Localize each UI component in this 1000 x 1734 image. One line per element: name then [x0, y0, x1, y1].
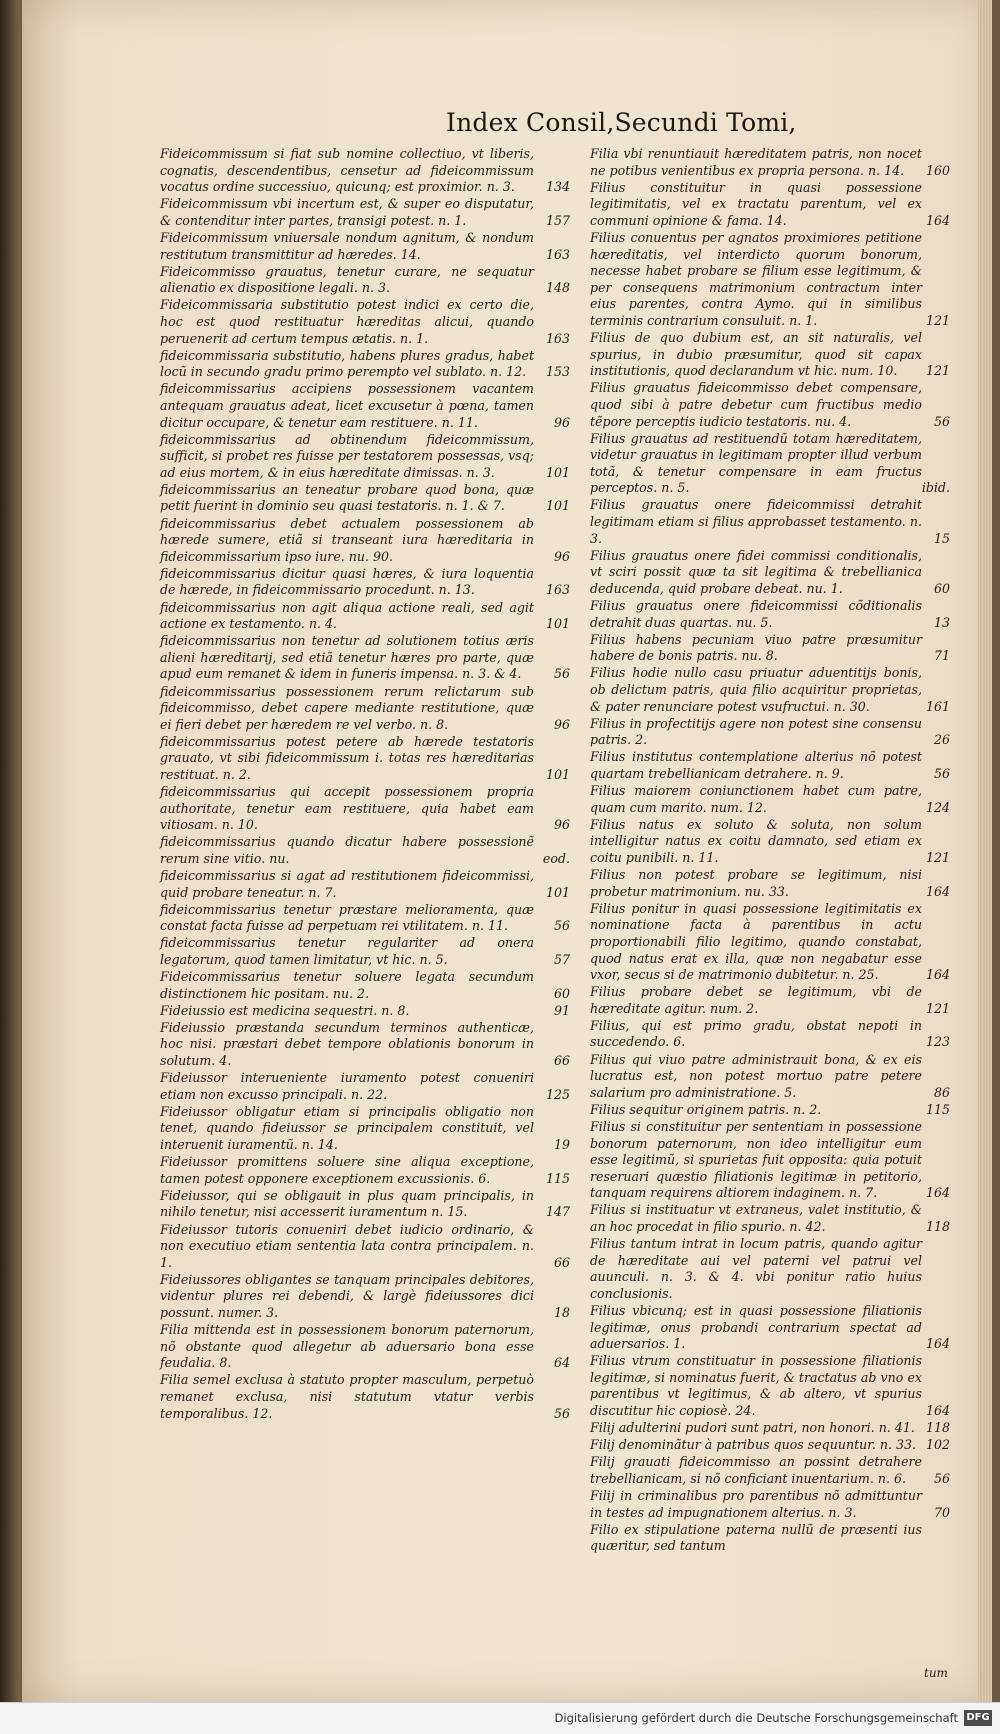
entry-text: Fideiussor obligatur etiam si principalis obligatio non tenet, quando fideiussor se principalem constituit, vel interuenit iuramentũ. n. 14. — [160, 1103, 534, 1153]
entry-page-number: 101 — [545, 498, 570, 514]
entry-text: fideicommissarius non tenetur ad solutionem totius æris alieni hæreditarij, sed etiã tenetur hæres pro parte, quæ apud eum remanet & idem in funeris impensa. n. 3. & 4. — [160, 633, 534, 682]
index-entry — [590, 901, 950, 984]
entry-text: fideicommissarius dicitur quasi hæres, & iura loquentia de hærede, in fideicommissario procedunt. n. 13. — [160, 565, 534, 598]
entry-page-number: 115 — [545, 1170, 570, 1186]
entry-text: Filius si instituatur vt extraneus, valet institutio, & an hoc procedat in filio spurio. n. 42. — [590, 1202, 922, 1234]
entry-text: Filius maiorem coniunctionem habet cum patre, quam cum marito. num. 12. — [590, 783, 922, 815]
entry-page-number: 96 — [553, 716, 570, 732]
entry-text: Filius conuentus per agnatos proximiores petitione hæreditatis, vel interdicto quorum bonorum, necesse habet probare se filium esse legitimum, & per consequens matrimonium contractum inter eius parentes, contra Aymo. qui in similibus terminis contrarium consuluit. n. 1. — [590, 229, 922, 328]
entry-text: Filius hodie nullo casu priuatur aduentitijs bonis, ob delictum patris, quia filio acquiritur proprietas, & pater renunciare potest vsufructui. n. 30. — [590, 665, 922, 714]
entry-page-number: 56 — [553, 918, 570, 934]
entry-text: Filius qui viuo patre administrauit bona, & ex eis lucratus est, non potest mortuo patre petere salarium pro administratione. 5. — [590, 1051, 922, 1100]
index-entry — [160, 297, 570, 347]
entry-text: Filius non potest probare se legitimum, nisi probetur matrimonium. nu. 33. — [590, 867, 922, 899]
index-column-left — [160, 146, 570, 1423]
index-entry — [590, 1202, 950, 1235]
entry-text: Filij grauati fideicommisso an possint detrahere trebellianicam, si nõ conficiant inuentarium. n. 6. — [590, 1454, 922, 1486]
entry-page-number: 163 — [545, 330, 570, 346]
entry-page-number: 163 — [545, 246, 570, 262]
entry-page-number: 56 — [553, 666, 570, 682]
entry-page-number: 26 — [933, 732, 950, 748]
entry-text: Fideicommissarius tenetur soluere legata secundum distinctionem hic positam. nu. 2. — [160, 969, 534, 1001]
entry-text: fideicommissarius ad obtinendum fideicommissum, sufficit, si probet res fuisse per testatorem possessas, vsq; ad eius mortem, & in eius hæreditate dimissas. n. 3. — [160, 431, 534, 480]
entry-page-number: 13 — [933, 614, 950, 630]
entry-text: fideicommissarius qui accepit possessionem propria authoritate, tenetur eam restituere, quia habet eam vitiosam. n. 10. — [160, 784, 534, 833]
entry-page-number: 164 — [925, 1403, 950, 1419]
index-entry — [590, 146, 950, 179]
index-entry — [590, 1522, 950, 1555]
index-entry — [160, 1188, 570, 1221]
entry-page-number: 153 — [545, 364, 570, 380]
entry-page-number: 102 — [925, 1437, 950, 1453]
index-entry — [590, 230, 950, 330]
entry-text: Filia mittenda est in possessionem bonorum paternorum, nõ obstante quod allegetur ab aduersario bona esse feudalia. 8. — [160, 1322, 534, 1371]
entry-page-number: 101 — [545, 616, 570, 632]
entry-page-number: 66 — [553, 1254, 570, 1270]
index-entry — [590, 1236, 950, 1302]
entry-text: Filius sequitur originem patris. n. 2. — [590, 1101, 822, 1117]
entry-page-number: 164 — [925, 1336, 950, 1352]
entry-page-number: 125 — [545, 1086, 570, 1102]
entry-page-number: 164 — [925, 212, 950, 228]
book-spine — [0, 0, 20, 1733]
entry-page-number: 56 — [933, 1470, 950, 1486]
entry-text: Fideicommissum vniuersale nondum agnitum, & nondum restitutum transmittitur ad hæredes. 14. — [160, 229, 534, 262]
entry-page-number: 96 — [553, 414, 570, 430]
index-entry — [590, 598, 950, 631]
index-entry — [590, 431, 950, 497]
index-entry — [160, 868, 570, 901]
entry-text: fideicommissarius debet actualem possessionem ab hærede sumere, etiã si transeant iura hæreditaria in fideicommissarium ipso iure. nu. 90. — [160, 515, 534, 564]
index-entry — [160, 902, 570, 935]
entry-text: Fideiussores obligantes se tanquam principales debitores, videntur plures rei debendi, & largè fideiussores dici possunt. numer. 3. — [160, 1271, 534, 1320]
catchword: tum — [924, 1666, 948, 1680]
entry-text: Filius in profectitijs agere non potest sine consensu patris. 2. — [590, 715, 922, 748]
entry-text: Filius grauatus ad restituendũ totam hæreditatem, videtur grauatus in legitimam propter illud verbum totã, & tenetur compensare in eam fructus perceptos. n. 5. — [590, 430, 922, 496]
index-entry — [160, 566, 570, 599]
index-entry — [160, 348, 570, 381]
entry-text: Filius vbicunq; est in quasi possessione filiationis legitimæ, onus probandi contrarium spectat ad aduersarios. 1. — [590, 1302, 922, 1352]
entry-text: fideicommissaria substitutio, habens plures gradus, habet locũ in secundo gradu primo perempto vel sublato. n. 12. — [160, 347, 534, 380]
entry-text: Filij adulterini pudori sunt patri, non honori. n. 41. — [590, 1420, 915, 1436]
index-entry — [590, 749, 950, 782]
entry-text: fideicommissarius tenetur præstare melioramenta, quæ constat facta fuisse ad perpetuam rei vtilitatem. n. 11. — [160, 901, 534, 934]
index-entry — [590, 1353, 950, 1419]
entry-page-number: eod. — [542, 850, 570, 866]
index-entry — [160, 146, 570, 196]
entry-text: fideicommissarius quando dicatur habere possessionẽ rerum sine vitio. nu. — [160, 834, 534, 866]
index-entry — [160, 1322, 570, 1372]
index-entry — [590, 1119, 950, 1202]
index-entry — [160, 1104, 570, 1154]
entry-page-number: 148 — [545, 280, 570, 296]
index-entry — [590, 716, 950, 749]
entry-text: Filius grauatus onere fideicommissi cõditionalis detrahit duas quartas. nu. 5. — [590, 598, 922, 630]
index-entry — [160, 1003, 570, 1020]
index-entry — [590, 817, 950, 867]
entry-page-number: 15 — [933, 530, 950, 546]
entry-page-number: 101 — [545, 884, 570, 900]
entry-text: fideicommissarius non agit aliqua actione reali, sed agit actione ex testamento. n. 4. — [160, 599, 534, 632]
entry-text: Filius grauatus fideicommisso debet compensare, quod sibi à patre debetur cum fructibus medio tẽpore perceptis iudicio testatoris. nu. 4. — [590, 380, 922, 429]
entry-page-number: 66 — [553, 1053, 570, 1069]
entry-text: Filius grauatus onere fidei commissi conditionalis, vt sciri possit quæ ta sit legitima & trebellianica deducenda, quid probare debeat. nu. 1. — [590, 547, 922, 596]
entry-page-number: 57 — [553, 952, 570, 967]
index-entry — [160, 381, 570, 431]
entry-page-number: 163 — [545, 582, 570, 598]
index-entry — [160, 935, 570, 968]
entry-page-number: 123 — [925, 1034, 950, 1050]
index-entry — [590, 665, 950, 715]
index-entry — [160, 1272, 570, 1322]
entry-text: fideicommissarius an teneatur probare quod bona, quæ petit fuerint in dominio seu quasi testatoris. n. 1. & 7. — [160, 481, 534, 514]
entry-text: Filius, qui est primo gradu, obstat nepoti in succedendo. 6. — [590, 1017, 922, 1050]
entry-text: Fideiussor interueniente iuramento potest conueniri etiam non excusso principali. n. 22. — [160, 1070, 534, 1102]
index-entry — [160, 1070, 570, 1103]
entry-text: Filij in criminalibus pro parentibus nõ admittuntur in testes ad impugnationem alterius. n. 3. — [590, 1488, 922, 1520]
entry-text: Filius probare debet se legitimum, vbi de hæreditate agitur. num. 2. — [590, 984, 922, 1016]
entry-page-number: 164 — [925, 1185, 950, 1201]
entry-page-number: 160 — [925, 162, 950, 178]
entry-text: fideicommissarius tenetur regulariter ad onera legatorum, quod tamen limitatur, vt hic. n. 5. — [160, 935, 534, 967]
entry-page-number: 147 — [545, 1204, 570, 1220]
index-entry — [160, 633, 570, 683]
page-title: Index Consil,Secundi Tomi, — [446, 108, 797, 137]
entry-text: Filius constituitur in quasi possessione legitimitatis, vel ex tractatu parentum, vel ex communi opinione & fama. 14. — [590, 179, 922, 228]
index-entry — [590, 1303, 950, 1353]
entry-text: Filij denominãtur à patribus quos sequuntur. n. 33. — [590, 1437, 917, 1453]
entry-page-number: 56 — [933, 413, 950, 429]
index-entry — [590, 548, 950, 598]
entry-text: Fideiussor tutoris conueniri debet iudicio ordinario, & non executiuo etiam sententia lata contra principalem. n. 1. — [160, 1221, 534, 1270]
entry-page-number: 56 — [933, 765, 950, 781]
entry-page-number: 91 — [553, 1002, 570, 1018]
entry-text: Filius si constituitur per sententiam in possessione bonorum paternorum, non ideo intelligitur eum esse legitimũ, si spurietas fuit opposita: quia potuit reseruari quæstio filiationis legitimæ in petitorio, tanquam requirens altiorem indaginem. n. 7. — [590, 1118, 922, 1201]
index-entry — [590, 380, 950, 430]
index-entry — [590, 867, 950, 900]
index-entry — [590, 1454, 950, 1487]
index-entry — [160, 482, 570, 515]
index-entry — [160, 264, 570, 297]
index-entry — [160, 1372, 570, 1422]
entry-page-number: 60 — [933, 580, 950, 596]
entry-text: Filius de quo dubium est, an sit naturalis, vel spurius, in dubio præsumitur, quod sit capax institutionis, quod declarandum vt hic. num. 10. — [590, 330, 922, 379]
entry-page-number: 121 — [925, 849, 950, 865]
entry-page-number: 19 — [553, 1137, 570, 1153]
entry-text: Fideiussor, qui se obligauit in plus quam principalis, in nihilo tenetur, nisi accesserit iuramentum n. 15. — [160, 1187, 534, 1220]
entry-text: Fideicommissum si fiat sub nomine collectiuo, vt liberis, cognatis, descendentibus, censetur ad fideicommissum vocatus ordine successiuo, quicunq; est proximior. n. 3. — [160, 146, 534, 195]
index-entry — [590, 632, 950, 665]
index-entry — [160, 1020, 570, 1070]
entry-page-number: 60 — [553, 985, 570, 1001]
entry-text: Fideicommissum vbi incertum est, & super eo disputatur, & contenditur inter partes, transigi potest. n. 1. — [160, 196, 534, 228]
index-entry — [160, 196, 570, 229]
entry-text: fideicommissarius possessionem rerum relictarum sub fideicommisso, debet capere mediante restitutione, quæ ei fieri debet per hæredem re vel verbo. n. 8. — [160, 683, 534, 732]
page-edge — [978, 0, 992, 1702]
index-entry — [160, 684, 570, 734]
entry-text: Filius habens pecuniam viuo patre præsumitur habere de bonis patris. nu. 8. — [590, 631, 922, 664]
entry-text: Fideiussio præstanda secundum terminos authenticæ, hoc nisi. præstari debet tempore oblationis bonorum in solutum. 4. — [160, 1019, 534, 1069]
index-entry — [160, 734, 570, 784]
entry-page-number: 161 — [925, 698, 950, 714]
entry-page-number: 70 — [933, 1504, 950, 1520]
index-entry — [590, 1488, 950, 1521]
entry-text: Filia semel exclusa à statuto propter masculum, perpetuò remanet exclusa, nisi statutum vtatur verbis temporalibus. 12. — [160, 1372, 534, 1421]
entry-page-number: 86 — [933, 1084, 950, 1100]
index-entry — [590, 783, 950, 816]
index-entry — [160, 432, 570, 482]
index-entry — [160, 516, 570, 566]
index-entry — [160, 834, 570, 867]
index-entry — [590, 497, 950, 547]
entry-page-number: 157 — [545, 212, 570, 228]
entry-text: Filius grauatus onere fideicommissi detrahit legitimam etiam si filius approbasset testamento. n. 3. — [590, 497, 922, 546]
index-entry — [590, 180, 950, 230]
entry-text: Filius tantum intrat in locum patris, quando agitur de hæreditate aui vel paterni vel patrui vel auunculi. n. 3. & 4. vbi ponitur ratio huius conclusionis. — [590, 1236, 922, 1301]
entry-page-number: 118 — [925, 1219, 950, 1234]
entry-text: Filius natus ex soluto & soluta, non solum intelligitur natus ex coitu damnato, sed etiam ex coitu punibili. n. 11. — [590, 816, 922, 865]
entry-text: Fideicommissaria substitutio potest indici ex certo die, hoc est quod restituatur hæreditas alicui, quando peruenerit ad certum tempus ætatis. n. 1. — [160, 297, 534, 346]
entry-page-number: 164 — [925, 883, 950, 899]
entry-page-number: 71 — [933, 648, 950, 664]
entry-page-number: 101 — [545, 464, 570, 480]
entry-text: Filius vtrum constituatur in possessione filiationis legitimæ, si nominatus fuerit, & tractatus ab vno ex parentibus vt legitimus, & ab altero, vt spurius discutitur hic copiosè. 24. — [590, 1353, 922, 1419]
index-entry — [590, 330, 950, 380]
entry-page-number: 118 — [925, 1420, 950, 1436]
entry-page-number: 164 — [925, 967, 950, 983]
entry-page-number: 18 — [553, 1304, 570, 1320]
entry-page-number: 56 — [553, 1405, 570, 1421]
entry-page-number: 121 — [925, 1000, 950, 1016]
entry-text: Filio ex stipulatione paterna nullũ de præsenti ius quæritur, sed tantum — [590, 1521, 922, 1554]
index-entry — [160, 1154, 570, 1187]
entry-page-number: 96 — [553, 817, 570, 833]
index-entry — [590, 1420, 950, 1437]
index-entry — [590, 1102, 950, 1119]
entry-text: fideicommissarius potest petere ab hærede testatoris grauato, vt sibi fideicommissum i. totas res hæreditarias restituat. n. 2. — [160, 733, 534, 782]
entry-text: Filia vbi renuntiauit hæreditatem patris, non nocet ne potibus venientibus ex propria persona. n. 14. — [590, 146, 922, 178]
index-column-right — [590, 146, 950, 1555]
entry-page-number: 121 — [925, 363, 950, 379]
entry-text: fideicommissarius accipiens possessionem vacantem antequam grauatus adeat, licet excusetur à pœna, tamen dicitur occupare, & tenetur eam restituere. n. 11. — [160, 381, 534, 430]
index-entry — [160, 600, 570, 633]
entry-page-number: 124 — [925, 799, 950, 815]
entry-text: Filius ponitur in quasi possessione legitimitatis ex nominatione facta à parentibus in actu proportionabili filio legitimo, quando constabat, quod natus erat ex illa, quæ non negabatur esse vxor, secus si de matrimonio dubitetur. n. 25. — [590, 900, 922, 983]
index-entry — [590, 1437, 950, 1454]
index-entry — [160, 784, 570, 834]
footer-credit: Digitalisierung gefördert durch die Deutsche Forschungsgemeinschaft — [554, 1711, 958, 1725]
entry-text: Filius institutus contemplatione alterius nõ potest quartam trebellianicam detrahere. n. 9. — [590, 749, 922, 781]
index-entry — [590, 1018, 950, 1051]
index-entry — [160, 230, 570, 263]
dfg-logo: DFG — [964, 1710, 992, 1726]
index-entry — [590, 984, 950, 1017]
entry-page-number: 134 — [545, 179, 570, 195]
index-entry — [590, 1052, 950, 1102]
entry-text: Fideicommisso grauatus, tenetur curare, ne sequatur alienatio ex dispositione legali. n. 3. — [160, 263, 534, 296]
entry-text: Fideiussio est medicina sequestri. n. 8. — [160, 1002, 410, 1018]
entry-page-number: ibid. — [921, 480, 950, 496]
entry-text: Fideiussor promittens soluere sine aliqua exceptione, tamen potest opponere exceptionem excussionis. 6. — [160, 1154, 534, 1186]
entry-page-number: 115 — [925, 1101, 950, 1117]
footer-bar — [0, 1702, 1000, 1734]
entry-page-number: 96 — [553, 548, 570, 564]
entry-page-number: 101 — [545, 766, 570, 782]
entry-page-number: 64 — [553, 1355, 570, 1371]
index-entry — [160, 969, 570, 1002]
index-entry — [160, 1222, 570, 1272]
entry-page-number: 121 — [925, 312, 950, 328]
entry-text: fideicommissarius si agat ad restitutionem fideicommissi, quid probare teneatur. n. 7. — [160, 868, 534, 900]
